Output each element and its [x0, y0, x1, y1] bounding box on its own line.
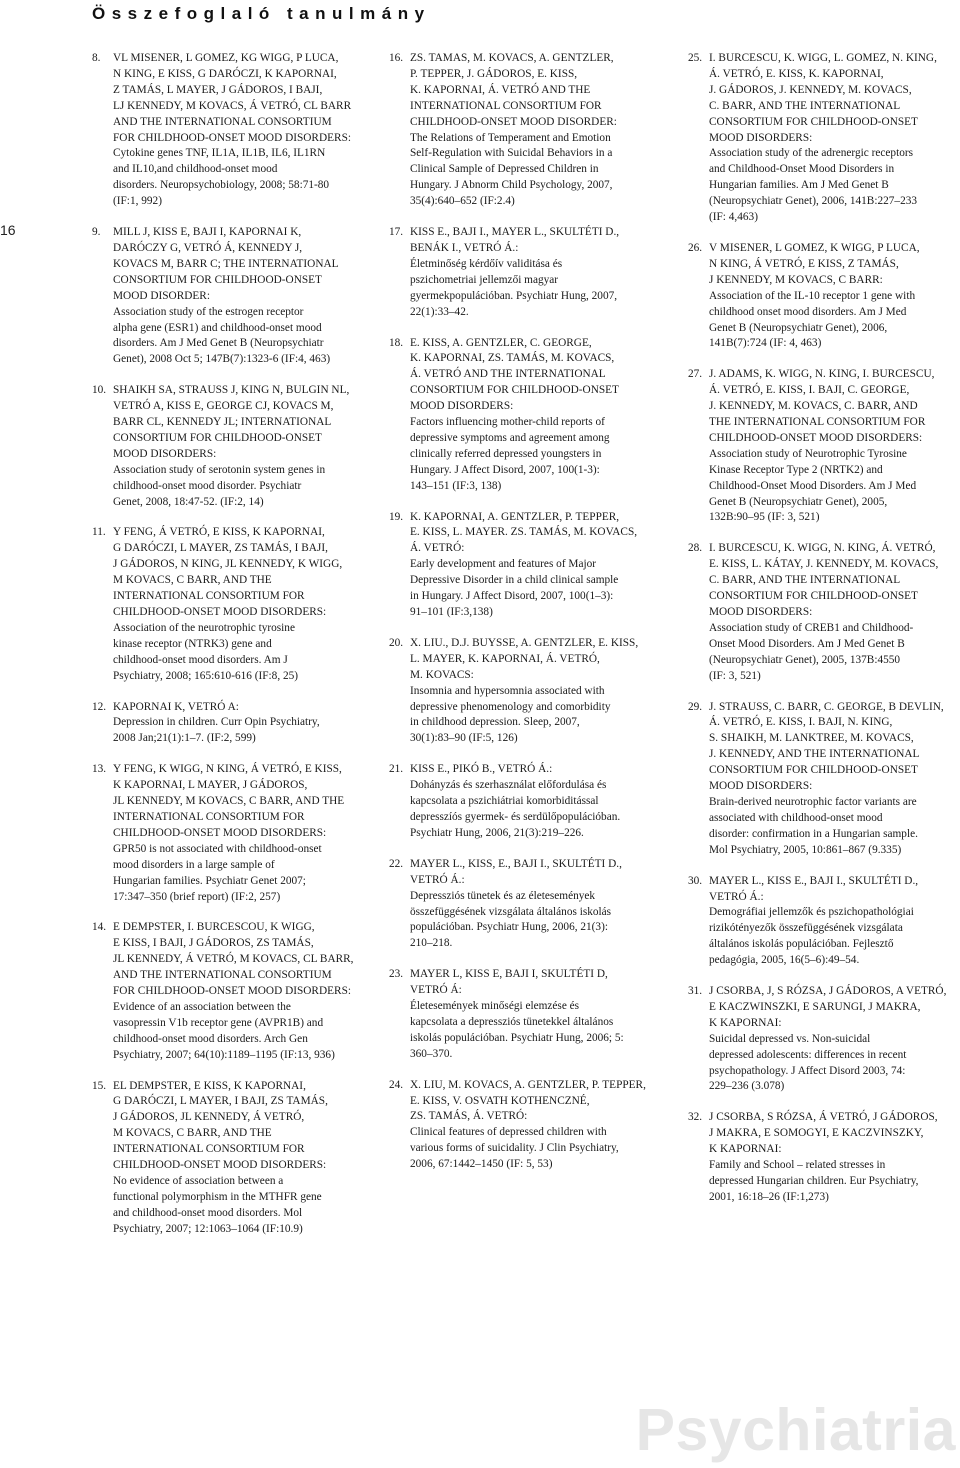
reference-text-line: childhood-onset mood disorders. Arch Gen: [113, 1032, 308, 1045]
reference-text-line: functional polymorphism in the MTHFR gene: [113, 1190, 322, 1203]
reference-text-line: VETRÓ Á:: [410, 984, 462, 997]
reference-text-line: The Relations of Temperament and Emotion: [410, 131, 611, 144]
reference-text-line: GPR50 is not associated with childhood-onset: [113, 842, 322, 855]
reference-text-line: Clinical features of depressed children with: [410, 1126, 607, 1139]
reference-text-line: Childhood-Onset Mood Disorders. Am J Med: [709, 479, 917, 492]
reference-text-line: depresszíós gyermek- és serdülőpopulációban.: [410, 810, 621, 823]
reference-number: 32.: [688, 1111, 703, 1124]
reference-text-line: 2001, 16:18–26 (IF:1,273): [709, 1190, 829, 1203]
reference-text-line: Á. VETRÓ, E. KISS, K. KAPORNAI,: [709, 67, 884, 80]
reference-number: 15.: [92, 1079, 107, 1092]
reference-text-line: INTERNATIONAL CONSORTIUM FOR: [113, 1143, 305, 1156]
reference-text-line: K KAPORNAI:: [709, 1143, 782, 1156]
reference-text-line: VL MISENER, L GOMEZ, KG WIGG, P LUCA,: [113, 52, 339, 64]
reference-text-line: CONSORTIUM FOR CHILDHOOD-ONSET: [410, 384, 619, 397]
reference-text-line: AND THE INTERNATIONAL CONSORTIUM: [113, 115, 332, 128]
reference-text-line: E DEMPSTER, I. BURCESCOU, K WIGG,: [113, 921, 315, 934]
reference-text-line: VETRÓ Á.:: [410, 873, 465, 886]
reference-text-line: 35(4):640–652 (IF:2.4): [410, 195, 515, 208]
reference-text-line: C. BARR, AND THE INTERNATIONAL: [709, 574, 901, 587]
reference-text-line: (IF:1, 992): [113, 195, 162, 208]
reference-text-line: M KOVACS, C BARR, AND THE: [113, 1127, 272, 1140]
reference-text-line: Association study of Neurotrophic Tyrosine: [709, 447, 907, 460]
reference-text-line: Z TAMÁS, L MAYER, J GÁDOROS, I BAJI,: [113, 83, 323, 96]
reference-text-line: Brain-derived neurotrophic factor variants are: [709, 795, 917, 808]
reference-item: [92, 225, 370, 368]
reference-text-line: Association study of the adrenergic receptors: [709, 147, 914, 160]
reference-number: 30.: [688, 874, 703, 887]
reference-text-line: various forms of suicidality. J Clin Psychiatry,: [410, 1142, 619, 1155]
reference-text-line: Á. VETRÓ:: [410, 542, 465, 555]
reference-text-line: Association study of serotonin system genes in: [113, 463, 326, 476]
reference-text-line: mood disorders in a large sample of: [113, 858, 275, 871]
reference-text-line: Psychiatry, 2007; 12:1063–1064 (IF:10.9): [113, 1222, 303, 1235]
reference-item: [92, 700, 370, 748]
reference-text-line: MOOD DISORDERS:: [709, 131, 813, 144]
reference-item: [688, 367, 956, 526]
reference-column-1: [92, 51, 370, 1253]
reference-text-line: Suicidal depressed vs. Non-suicidal: [709, 1032, 871, 1045]
reference-text-line: I. BURCESCU, K. WIGG, L. GOMEZ, N. KING,: [709, 52, 937, 64]
reference-text-line: MAYER L., KISS, E., BAJI I., SKULTÉTI D.,: [410, 857, 622, 870]
reference-text-line: E. KISS, V. OSVATH KOTHENCZNÉ,: [410, 1094, 590, 1107]
reference-text-line: childhood-onset mood disorders. Am J: [113, 653, 288, 666]
reference-text-line: Hungarian families. Psychiatr Genet 2007;: [113, 874, 306, 887]
reference-text-line: J GÁDOROS, JL KENNEDY, Á VETRÓ,: [113, 1111, 305, 1124]
reference-text-line: V MISENER, L GOMEZ, K WIGG, P LUCA,: [709, 241, 920, 254]
reference-number: 12.: [92, 700, 107, 713]
reference-text-line: J CSORBA, S RÓZSA, Á VETRÓ, J GÁDOROS,: [709, 1111, 938, 1124]
reference-text-line: EL DEMPSTER, E KISS, K KAPORNAI,: [113, 1079, 306, 1092]
reference-text-line: BARR CL, KENNEDY JL; INTERNATIONAL: [113, 416, 332, 429]
reference-text-line: J CSORBA, J, S RÓZSA, J GÁDOROS, A VETRÓ,: [709, 985, 947, 998]
reference-text-line: MILL J, KISS E, BAJI I, KAPORNAI K,: [113, 226, 302, 239]
reference-text-line: E. KISS, A. GENTZLER, C. GEORGE,: [410, 336, 592, 349]
reference-number: 25.: [688, 52, 703, 64]
reference-text-line: and Childhood-Onset Mood Disorders in: [709, 163, 895, 176]
reference-text-line: kapcsolata a depressziós tünetekkel általános: [410, 1015, 614, 1028]
reference-text-line: összefüggésének vizsgálata általános iskolás: [410, 905, 612, 918]
reference-text-line: SHAIKH SA, STRAUSS J, KING N, BULGIN NL,: [113, 384, 350, 397]
reference-text-line: MOOD DISORDERS:: [709, 780, 813, 793]
reference-text-line: pszichometriai jellemzői magyar: [410, 273, 559, 286]
reference-text-line: Kinase Receptor Type 2 (NRTK2) and: [709, 463, 883, 476]
reference-text-line: Association of the neurotrophic tyrosine: [113, 621, 295, 634]
reference-text-line: alpha gene (ESR1) and childhood-onset mood: [113, 321, 322, 334]
reference-text-line: in Hungary. J Affect Disord, 2007, 100(1–3):: [410, 590, 614, 603]
reference-item: [688, 984, 956, 1095]
reference-text-line: Hungarian families. Am J Med Genet B: [709, 179, 889, 192]
reference-item: [389, 1078, 657, 1173]
reference-text-line: in childhood depression. Sleep, 2007,: [410, 716, 580, 729]
reference-text-line: MOOD DISORDERS:: [709, 606, 813, 618]
reference-text-line: kinase receptor (NTRK3) gene and: [113, 637, 272, 650]
reference-text-line: CHILDHOOD-ONSET MOOD DISORDERS:: [709, 431, 923, 444]
reference-text-line: depressive phenomenology and comorbidity: [410, 700, 611, 713]
reference-text-line: M. KOVACS:: [410, 668, 474, 681]
reference-number: 23.: [389, 968, 404, 981]
reference-item: [389, 762, 657, 842]
reference-text-line: Demográfiai jellemzők és pszichopathológiai: [709, 906, 914, 919]
reference-item: [389, 636, 657, 747]
reference-text-line: J. GÁDOROS, J. KENNEDY, M. KOVACS,: [709, 83, 912, 96]
reference-text-line: E. KISS, L. KÁTAY, J. KENNEDY, M. KOVACS,: [709, 558, 939, 571]
reference-number: 9.: [92, 226, 101, 239]
reference-item: [92, 51, 370, 210]
reference-text-line: depressed Hungarian children. Eur Psychiatry,: [709, 1175, 919, 1187]
reference-text-line: E KISS, I BAJI, J GÁDOROS, ZS TAMÁS,: [113, 937, 314, 950]
reference-text-line: Clinical Sample of Depressed Children in: [410, 163, 599, 176]
reference-text-line: Á. VETRÓ, E. KISS, I. BAJI, C. GEORGE,: [709, 384, 910, 397]
reference-text-line: childhood-onset mood disorder. Psychiatr: [113, 479, 302, 492]
reference-text-line: disorder: confirmation in a Hungarian sample.: [709, 827, 918, 840]
reference-text-line: pedagógia, 2005, 16(5–6):49–54.: [709, 954, 860, 967]
reference-text-line: L. MAYER, K. KAPORNAI, Á. VETRÓ,: [410, 652, 600, 665]
reference-text-line: Early development and features of Major: [410, 558, 597, 571]
reference-text-line: childhood onset mood disorders. Am J Med: [709, 305, 907, 318]
reference-text-line: Genet), 2008 Oct 5; 147B(7):1323-6 (IF:4, 463): [113, 353, 331, 366]
reference-text-line: K KAPORNAI:: [709, 1016, 782, 1029]
reference-text-line: X. LIU, M. KOVACS, A. GENTZLER, P. TEPPER,: [410, 1078, 646, 1091]
reference-text-line: E. KISS, L. MAYER. ZS. TAMÁS, M. KOVACS,: [410, 526, 638, 539]
reference-number: 18.: [389, 336, 404, 349]
reference-text-line: kapcsolata a pszichiátriai komorbiditással: [410, 795, 599, 808]
reference-text-line: MAYER L., KISS E., BAJI I., SKULTÉTI D.,: [709, 874, 919, 887]
reference-text-line: AND THE INTERNATIONAL CONSORTIUM: [113, 969, 332, 982]
reference-text-line: KOVACS M, BARR C; THE INTERNATIONAL: [113, 257, 339, 270]
reference-text-line: 132B:90–95 (IF: 3, 521): [709, 511, 820, 524]
reference-item: [389, 51, 657, 210]
reference-number: 22.: [389, 857, 404, 870]
reference-text-line: Psychiatry, 2008; 165:610-616 (IF:8, 25): [113, 669, 299, 682]
reference-text-line: Életesemények minőségi elemzése és: [410, 1000, 580, 1013]
reference-text-line: Evidence of an association between the: [113, 1000, 291, 1013]
reference-item: [92, 525, 370, 684]
reference-text-line: Y FENG, K WIGG, N KING, Á VETRÓ, E KISS,: [113, 763, 342, 776]
reference-item: [688, 874, 956, 969]
reference-text-line: Association study of CREB1 and Childhood-: [709, 621, 914, 634]
reference-text-line: CONSORTIUM FOR CHILDHOOD-ONSET: [113, 431, 322, 444]
reference-text-line: J. ADAMS, K. WIGG, N. KING, I. BURCESCU,: [709, 368, 935, 381]
reference-text-line: psychopathology. J Affect Disord 2003, 74:: [709, 1064, 906, 1077]
reference-number: 21.: [389, 763, 404, 776]
reference-text-line: Hungary. J Affect Disord, 2007, 100(1-3):: [410, 463, 600, 476]
reference-text-line: MOOD DISORDER:: [113, 289, 210, 302]
reference-text-line: rizikótényezők összefüggésének vizsgálata: [709, 922, 903, 935]
reference-text-line: INTERNATIONAL CONSORTIUM FOR: [113, 810, 305, 823]
reference-text-line: MOOD DISORDERS:: [113, 447, 217, 460]
reference-text-line: Hungary. J Abnorm Child Psychology, 2007,: [410, 179, 613, 192]
reference-item: [688, 51, 956, 226]
reference-text-line: K. KAPORNAI, ZS. TAMÁS, M. KOVACS,: [410, 352, 615, 365]
reference-text-line: J KENNEDY, M KOVACS, C BARR:: [709, 273, 883, 286]
reference-text-line: FOR CHILDHOOD-ONSET MOOD DISORDERS:: [113, 131, 351, 144]
reference-text-line: G DARÓCZI, L MAYER, ZS TAMÁS, I BAJI,: [113, 542, 328, 555]
reference-text-line: Factors influencing mother-child reports of: [410, 416, 605, 429]
reference-number: 11.: [92, 526, 106, 539]
reference-number: 31.: [688, 985, 703, 998]
reference-text-line: CONSORTIUM FOR CHILDHOOD-ONSET: [709, 764, 918, 777]
reference-text-line: ZS. TAMAS, M. KOVACS, A. GENTZLER,: [410, 52, 614, 64]
reference-text-line: általános iskolás populációban. Fejlesztő: [709, 938, 894, 951]
reference-text-line: J. STRAUSS, C. BARR, C. GEORGE, B DEVLIN,: [709, 700, 944, 713]
reference-text-line: LJ KENNEDY, M KOVACS, Á VETRÓ, CL BARR: [113, 99, 352, 112]
journal-watermark: Psychiatria: [635, 1397, 956, 1463]
reference-number: 20.: [389, 636, 404, 649]
reference-text-line: Életminőség kérdőív validitása és: [410, 257, 563, 270]
reference-text-line: 360–370.: [410, 1047, 453, 1060]
reference-text-line: 30(1):83–90 (IF:5, 126): [410, 732, 518, 745]
page-header-title: Összefoglaló tanulmány: [92, 4, 431, 23]
reference-text-line: G DARÓCZI, L MAYER, I BAJI, ZS TAMÁS,: [113, 1095, 328, 1108]
reference-text-line: Family and School – related stresses in: [709, 1159, 886, 1172]
reference-text-line: C. BARR, AND THE INTERNATIONAL: [709, 99, 901, 112]
reference-item: [688, 541, 956, 684]
reference-text-line: FOR CHILDHOOD-ONSET MOOD DISORDERS:: [113, 985, 351, 998]
page-number: 16: [0, 222, 16, 238]
reference-text-line: depressed adolescents: differences in recent: [709, 1048, 907, 1061]
reference-text-line: J. KENNEDY, M. KOVACS, C. BARR, AND: [709, 400, 918, 413]
reference-text-line: associated with childhood-onset mood: [709, 811, 883, 824]
reference-item: [688, 1110, 956, 1205]
reference-text-line: 22(1):33–42.: [410, 305, 469, 318]
reference-item: [688, 241, 956, 352]
reference-item: [92, 762, 370, 905]
reference-text-line: (IF: 3, 521): [709, 669, 761, 682]
reference-text-line: JL KENNEDY, M KOVACS, C BARR, AND THE: [113, 795, 345, 808]
reference-text-line: (Neuropsychiatr Genet), 2006, 141B:227–233: [709, 195, 918, 208]
reference-text-line: J. KENNEDY, AND THE INTERNATIONAL: [709, 748, 920, 761]
reference-item: [389, 510, 657, 621]
reference-text-line: K. KAPORNAI, A. GENTZLER, P. TEPPER,: [410, 510, 620, 523]
reference-text-line: THE INTERNATIONAL CONSORTIUM FOR: [709, 416, 926, 429]
reference-item: [389, 225, 657, 320]
reference-number: 26.: [688, 241, 703, 254]
reference-column-3: [688, 51, 956, 1221]
reference-text-line: INTERNATIONAL CONSORTIUM FOR: [113, 590, 305, 603]
reference-text-line: CHILDHOOD-ONSET MOOD DISORDERS:: [113, 606, 327, 618]
reference-text-line: iskolás populációban. Psychiatr Hung, 2006; 5:: [410, 1031, 624, 1044]
reference-text-line: vasopressin V1b receptor gene (AVPR1B) and: [113, 1016, 324, 1029]
reference-number: 10.: [92, 384, 107, 397]
reference-text-line: CHILDHOOD-ONSET MOOD DISORDERS:: [113, 1159, 327, 1172]
reference-column-2: [389, 51, 657, 1188]
reference-number: 28.: [688, 542, 703, 555]
reference-text-line: VETRÓ A, KISS E, GEORGE CJ, KOVACS M,: [113, 400, 334, 413]
reference-text-line: Genet, 2008, 18:47-52. (IF:2, 14): [113, 495, 264, 508]
reference-text-line: MOOD DISORDERS:: [410, 400, 514, 413]
reference-text-line: Psychiatry, 2007; 64(10):1189–1195 (IF:13, 936): [113, 1048, 335, 1061]
reference-text-line: Insomnia and hypersomnia associated with: [410, 684, 605, 697]
reference-text-line: ZS. TAMÁS, Á. VETRÓ:: [410, 1110, 528, 1123]
reference-text-line: Psychiatr Hung, 2006, 21(3):219–226.: [410, 826, 584, 839]
reference-text-line: clinically referred depressed youngsters in: [410, 447, 602, 460]
reference-text-line: No evidence of association between a: [113, 1175, 284, 1187]
reference-text-line: Genet B (Neuropsychiatr Genet), 2006,: [709, 321, 888, 334]
reference-text-line: J GÁDOROS, N KING, JL KENNEDY, K WIGG,: [113, 558, 343, 571]
reference-text-line: MAYER L, KISS E, BAJI I, SKULTÉTI D,: [410, 968, 608, 981]
reference-text-line: DARÓCZY G, VETRÓ Á, KENNEDY J,: [113, 241, 303, 254]
reference-text-line: N KING, E KISS, G DARÓCZI, K KAPORNAI,: [113, 67, 337, 80]
reference-text-line: 229–236 (3.078): [709, 1080, 785, 1093]
reference-text-line: Depression in children. Curr Opin Psychiatry,: [113, 716, 320, 729]
reference-text-line: and IL10,and childhood-onset mood: [113, 163, 278, 176]
reference-text-line: Á. VETRÓ AND THE INTERNATIONAL: [410, 368, 606, 381]
reference-text-line: 2008 Jan;21(1):1–7. (IF:2, 599): [113, 732, 256, 745]
reference-text-line: 2006, 67:1442–1450 (IF: 5, 53): [410, 1158, 553, 1171]
reference-number: 27.: [688, 368, 703, 381]
reference-item: [389, 857, 657, 952]
reference-text-line: Á. VETRÓ, E. KISS, I. BAJI, N. KING,: [709, 716, 893, 729]
reference-text-line: CONSORTIUM FOR CHILDHOOD-ONSET: [709, 115, 918, 128]
reference-number: 8.: [92, 52, 101, 64]
reference-text-line: Y FENG, Á VETRÓ, E KISS, K KAPORNAI,: [113, 526, 325, 539]
reference-text-line: JL KENNEDY, Á VETRÓ, M KOVACS, CL BARR,: [113, 953, 354, 966]
reference-text-line: N KING, Á VETRÓ, E KISS, Z TAMÁS,: [709, 257, 899, 270]
reference-text-line: (IF: 4,463): [709, 211, 758, 224]
reference-item: [92, 920, 370, 1063]
reference-text-line: Mol Psychiatry, 2005, 10:861–867 (9.335): [709, 843, 902, 856]
reference-text-line: 210–218.: [410, 937, 453, 950]
reference-text-line: disorders. Neuropsychobiology, 2008; 58:71-80: [113, 179, 330, 192]
reference-text-line: CONSORTIUM FOR CHILDHOOD-ONSET: [709, 590, 918, 603]
reference-number: 24.: [389, 1078, 404, 1091]
reference-text-line: 141B(7):724 (IF: 4, 463): [709, 337, 822, 350]
reference-text-line: Association study of the estrogen receptor: [113, 305, 304, 318]
reference-text-line: M KOVACS, C BARR, AND THE: [113, 574, 272, 587]
reference-item: [688, 700, 956, 859]
reference-text-line: K KAPORNAI, L MAYER, J GÁDOROS,: [113, 779, 308, 792]
reference-number: 14.: [92, 921, 107, 934]
reference-text-line: 143–151 (IF:3, 138): [410, 479, 502, 492]
reference-number: 17.: [389, 226, 404, 239]
reference-text-line: gyermekpopulációban. Psychiatr Hung, 2007,: [410, 289, 618, 302]
reference-text-line: BENÁK I., VETRÓ Á.:: [410, 241, 519, 254]
reference-text-line: disorders. Am J Med Genet B (Neuropsychiatr: [113, 337, 324, 350]
reference-text-line: Association of the IL-10 receptor 1 gene with: [709, 289, 916, 302]
reference-text-line: Depressive Disorder in a child clinical sample: [410, 574, 619, 587]
reference-text-line: KAPORNAI K, VETRÓ A:: [113, 700, 239, 713]
reference-number: 13.: [92, 763, 107, 776]
reference-text-line: Cytokine genes TNF, IL1A, IL1B, IL6, IL1RN: [113, 147, 326, 160]
reference-text-line: (Neuropsychiatr Genet), 2005, 137B:4550: [709, 653, 901, 666]
reference-text-line: Self-Regulation with Suicidal Behaviors in a: [410, 147, 613, 160]
reference-text-line: depressive symptoms and agreement among: [410, 431, 610, 444]
reference-item: [389, 336, 657, 495]
reference-number: 16.: [389, 52, 404, 64]
reference-text-line: Genet B (Neuropsychiatr Genet), 2005,: [709, 495, 888, 508]
reference-text-line: P. TEPPER, J. GÁDOROS, E. KISS,: [410, 67, 578, 80]
reference-text-line: and childhood-onset mood disorders. Mol: [113, 1206, 303, 1219]
reference-text-line: S. SHAIKH, M. LANKTREE, M. KOVACS,: [709, 732, 914, 745]
reference-number: 19.: [389, 510, 404, 523]
reference-text-line: Onset Mood Disorders. Am J Med Genet B: [709, 637, 905, 650]
reference-item: [389, 967, 657, 1062]
reference-text-line: I. BURCESCU, K. WIGG, N. KING, Á. VETRÓ,: [709, 542, 936, 555]
reference-text-line: 17:347–350 (brief report) (IF:2, 257): [113, 890, 281, 903]
reference-text-line: Dohányzás és szerhasználat előfordulása és: [410, 779, 607, 792]
reference-text-line: X. LIU., D.J. BUYSSE, A. GENTZLER, E. KISS,: [410, 636, 639, 649]
reference-text-line: CHILDHOOD-ONSET MOOD DISORDER:: [410, 115, 617, 128]
reference-text-line: INTERNATIONAL CONSORTIUM FOR: [410, 99, 602, 112]
reference-text-line: CHILDHOOD-ONSET MOOD DISORDERS:: [113, 826, 327, 839]
reference-text-line: CONSORTIUM FOR CHILDHOOD-ONSET: [113, 273, 322, 286]
reference-text-line: KISS E., PIKÓ B., VETRÓ Á.:: [410, 763, 553, 776]
reference-text-line: 91–101 (IF:3,138): [410, 606, 493, 618]
reference-text-line: K. KAPORNAI, Á. VETRÓ AND THE: [410, 83, 591, 96]
reference-text-line: populációban. Psychiatr Hung, 2006, 21(3):: [410, 921, 608, 934]
reference-number: 29.: [688, 700, 703, 713]
reference-text-line: KISS E., BAJI I., MAYER L., SKULTÉTI D.,: [410, 226, 620, 239]
reference-item: [92, 383, 370, 510]
reference-text-line: VETRÓ Á.:: [709, 890, 764, 903]
reference-text-line: Depressziós tünetek és az életesemények: [410, 889, 596, 902]
reference-item: [92, 1079, 370, 1238]
reference-text-line: J MAKRA, E SOMOGYI, E KACZVINSZKY,: [709, 1127, 924, 1140]
reference-text-line: E KACZWINSZKI, E SARUNGI, J MAKRA,: [709, 1000, 921, 1013]
